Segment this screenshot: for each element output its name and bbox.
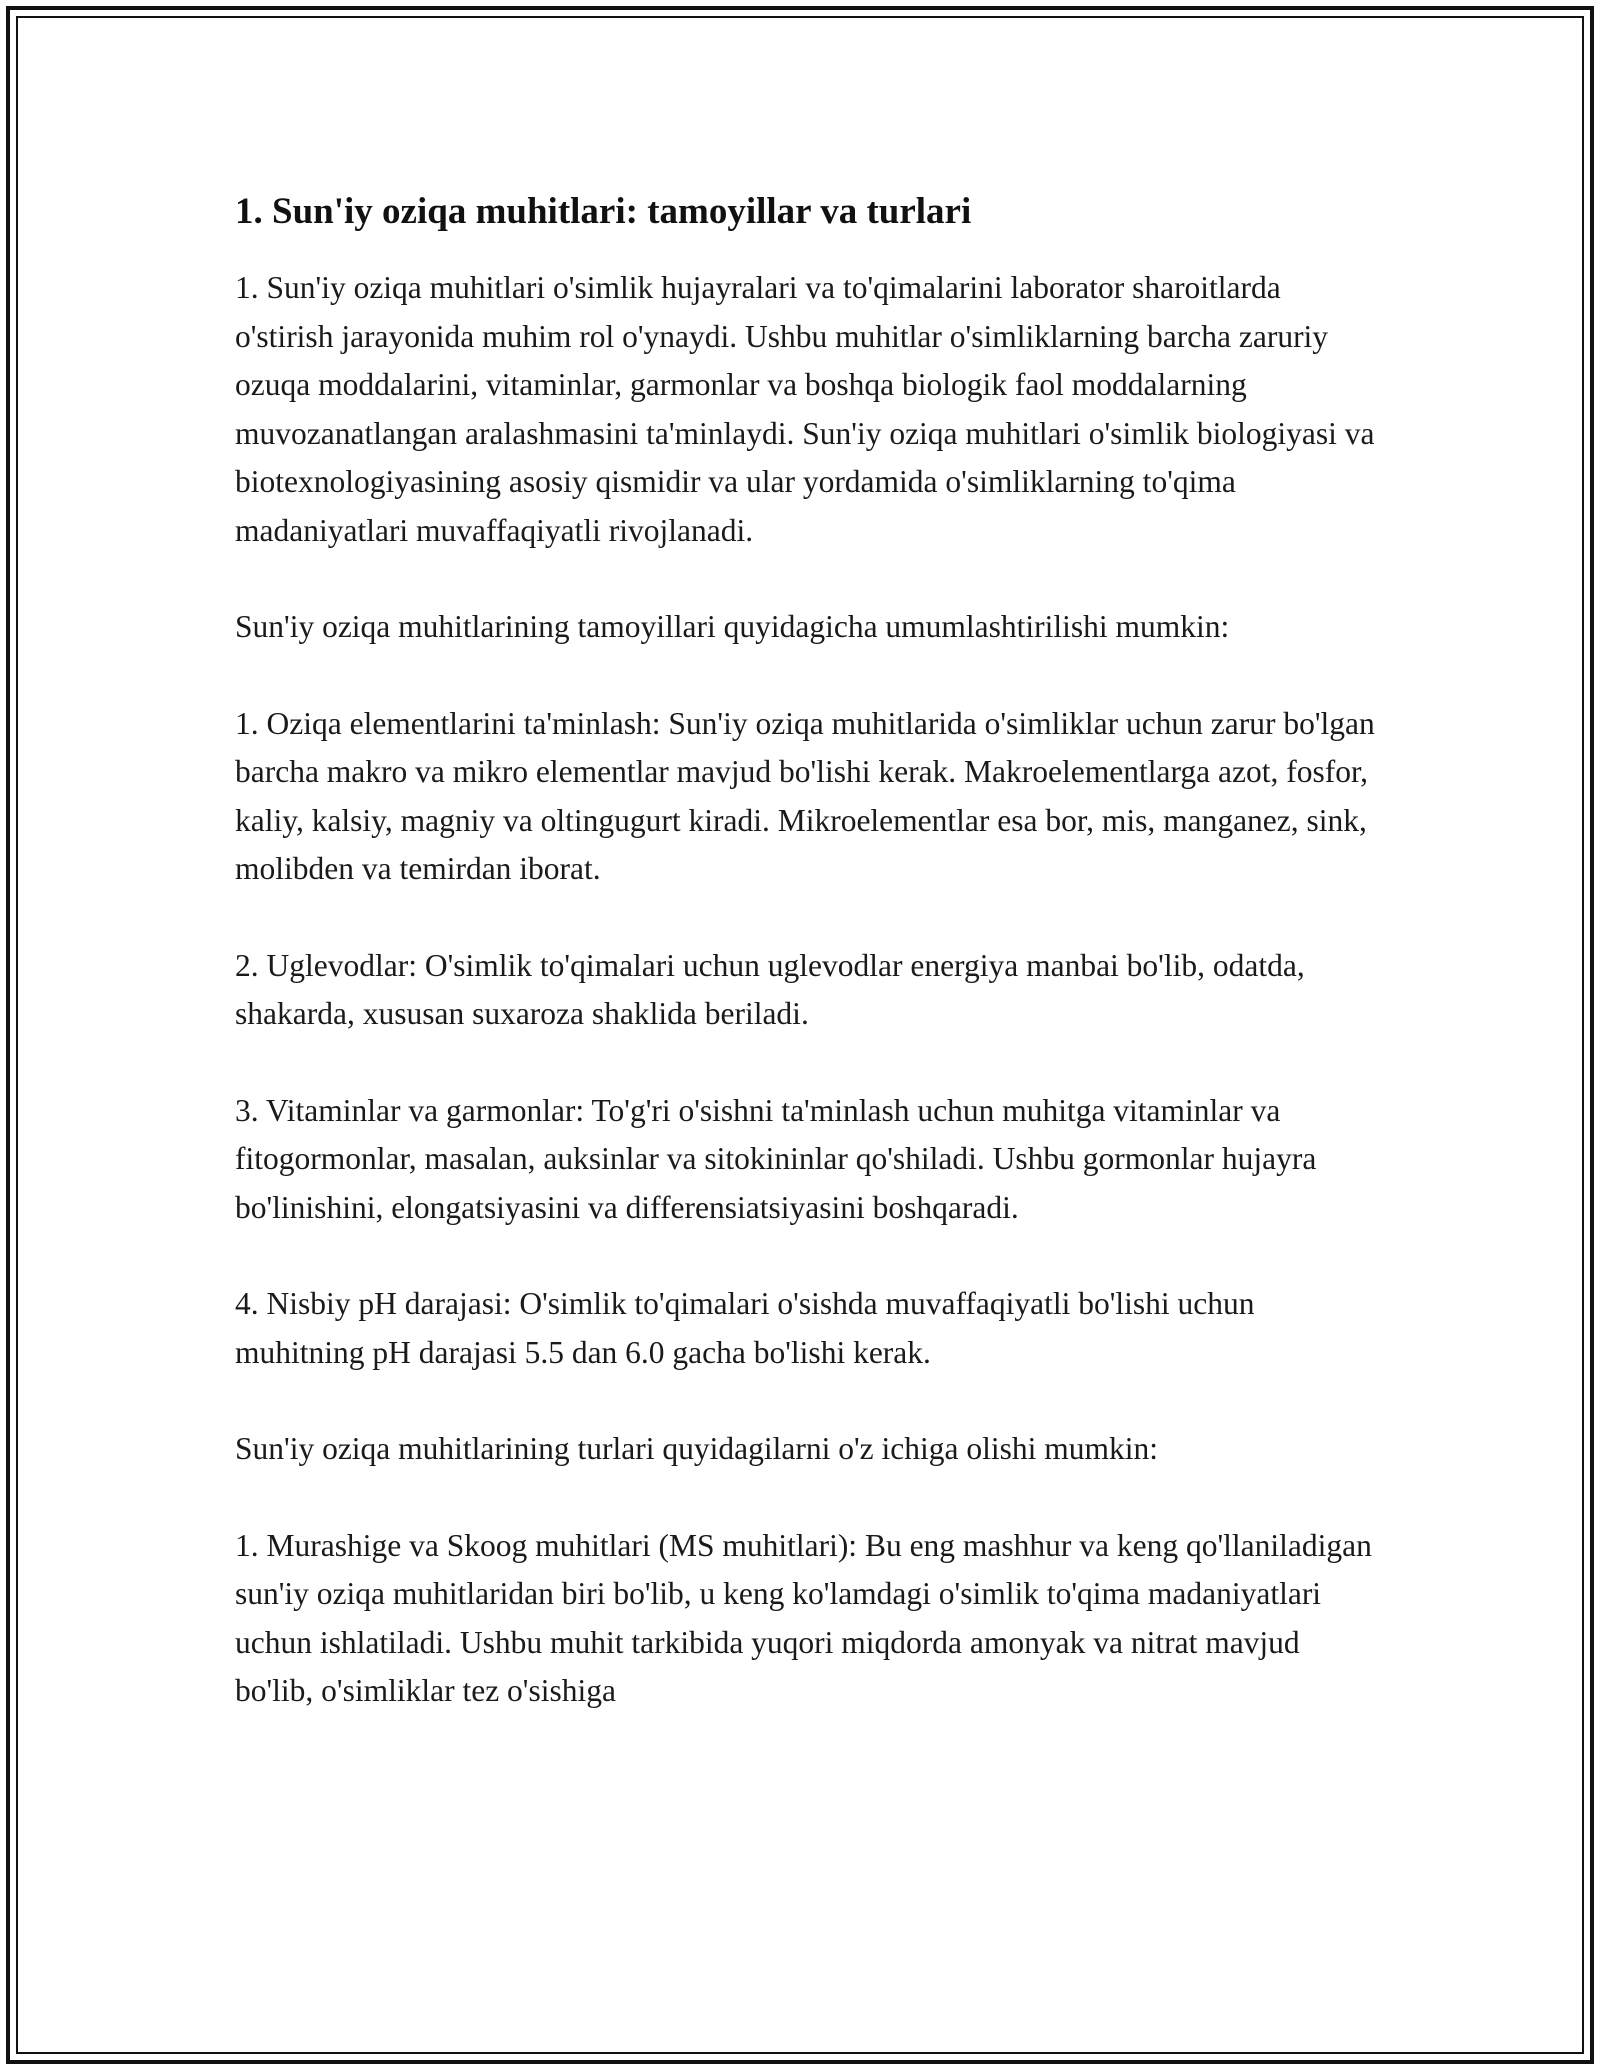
paragraph-principle-nutrients: 1. Oziqa elementlarini ta'minlash: Sun'iy oziqa muhitlarida o'simliklar uchun zarur bo'lgan barcha makro va mikro elementlar mavjud bo'lishi kerak. Makroelementlarga azot, fosfor, kaliy, kalsiy, magniy va oltingugurt kiradi. Mikroelementlar esa bor, mis, manganez, sink, molibden va temirdan iborat.	[235, 705, 1375, 886]
paragraph-principles-lead: Sun'iy oziqa muhitlarining tamoyillari quyidagicha umumlashtirilishi mumkin:	[235, 609, 1230, 644]
paragraph-type-ms-media: 1. Murashige va Skoog muhitlari (MS muhitlari): Bu eng mashhur va keng qo'llaniladigan sun'iy oziqa muhitlaridan biri bo'lib, u keng ko'lamdagi o'simlik to'qima madaniyatlari uchun ishlatiladi. Ushbu muhit tarkibida yuqori miqdorda amonyak va nitrat mavjud bo'lib, o'simliklar tez o'sishiga	[235, 1527, 1372, 1708]
paragraph-intro: 1. Sun'iy oziqa muhitlari o'simlik hujayralari va to'qimalarini laborator sharoitlarda o'stirish jarayonida muhim rol o'ynaydi. Ushbu muhitlar o'simliklarning barcha zaruriy ozuqa moddalarini, vitaminlar, garmonlar va boshqa biologik faol moddalarning muvozanatlangan aralashmasini ta'minlaydi. Sun'iy oziqa muhitlari o'simlik biologiyasi va biotexnologiyasining asosiy qismidir va ular yordamida o'simliklarning to'qima madaniyatlari muvaffaqiyatli rivojlanadi.	[235, 270, 1375, 548]
paragraph-principle-ph: 4. Nisbiy pH darajasi: O'simlik to'qimalari o'sishda muvaffaqiyatli bo'lishi uchun muhitning pH darajasi 5.5 dan 6.0 gacha bo'lishi kerak.	[235, 1286, 1255, 1370]
section-heading: 1. Sun'iy oziqa muhitlari: tamoyillar va turlari	[235, 191, 972, 232]
document-body	[235, 188, 1375, 1716]
paragraph-types-lead: Sun'iy oziqa muhitlarining turlari quyidagilarni o'z ichiga olishi mumkin:	[235, 1431, 1158, 1466]
paragraph-principle-carbohydrates: 2. Uglevodlar: O'simlik to'qimalari uchun uglevodlar energiya manbai bo'lib, odatda, shakarda, xususan suxaroza shaklida beriladi.	[235, 947, 1305, 1031]
paragraph-principle-vitamins-hormones: 3. Vitaminlar va garmonlar: To'g'ri o'sishni ta'minlash uchun muhitga vitaminlar va fitogormonlar, masalan, auksinlar va sitokininlar qo'shiladi. Ushbu gormonlar hujayra bo'linishini, elongatsiyasini va differensiatsiyasini boshqaradi.	[235, 1092, 1317, 1225]
